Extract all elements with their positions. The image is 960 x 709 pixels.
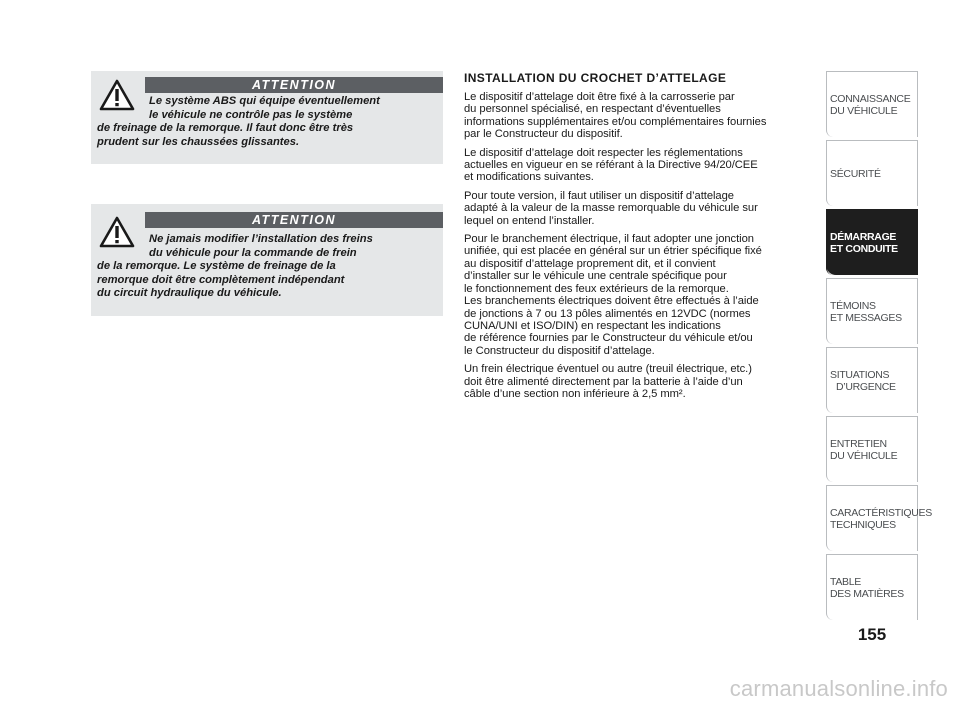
warning-text: Le système ABS qui équipe éventuellement le véhicule ne contrôle pas le système de freinage de la remorque. Il faut donc être très prudent sur les chaussées glissantes. (97, 95, 380, 148)
warning-header: ATTENTION (145, 77, 443, 93)
section-title: INSTALLATION DU CROCHET D’ATTELAGE (464, 71, 727, 85)
paragraph: Pour le branchement électrique, il faut adopter une jonction unifiée, qui est placée en général sur un étrier spécifique fixé au dispositif d’attelage proprement dit, et il convient d’installer sur le véhicule une centrale spécifique pour le fonctionnement des feux extérieurs de la remorque. Les branchements électriques doivent être effectués à l’aide de jonctions à 7 ou 13 pôles alimentés en 12VDC (normes CUNA/UNI et ISO/DIN) en respectant les indications de référence fournies par le Constructeur du véhicule et/ou le Constructeur du dispositif d’attelage. (464, 233, 762, 357)
tab-temoins[interactable]: TÉMOINS ET MESSAGES (826, 278, 918, 344)
chapter-tabs (826, 71, 932, 623)
tab-connaissance[interactable]: CONNAISSANCE DU VÉHICULE (826, 71, 918, 137)
tab-demarrage[interactable]: DÉMARRAGE ET CONDUITE (826, 209, 918, 275)
page-number: 155 (857, 625, 887, 644)
paragraph: Le dispositif d’attelage doit respecter les réglementations actuelles en vigueur en se référant à la Directive 94/20/CEE et modifications suivantes. (464, 146, 758, 184)
warning-box-brakes (91, 204, 443, 316)
paragraph: Le dispositif d’attelage doit être fixé à la carrosserie par du personnel spécialisé, en respectant d’éventuelles informations supplémentaires et/ou complémentaires fournies par le Constructeur du dispositif. (464, 91, 767, 141)
paragraph: Pour toute version, il faut utiliser un dispositif d’attelage adapté à la valeur de la masse remorquable du véhicule sur lequel on entend l’installer. (464, 189, 758, 227)
tab-table[interactable]: TABLE DES MATIÈRES (826, 554, 918, 620)
warning-header: ATTENTION (145, 212, 443, 228)
tab-entretien[interactable]: ENTRETIEN DU VÉHICULE (826, 416, 918, 482)
tab-securite[interactable]: SÉCURITÉ (826, 140, 918, 206)
warning-text: Ne jamais modifier l’installation des freins du véhicule pour la commande de frein de la remorque. Le système de freinage de la remorque doit être complètement indépendant du circuit hydraulique du véhicule. (97, 233, 373, 300)
watermark: carmanualsonline.info (729, 676, 948, 701)
tab-caracteristiques[interactable]: CARACTÉRISTIQUES TECHNIQUES (826, 485, 918, 551)
tab-situations[interactable]: SITUATIONS D’URGENCE (826, 347, 918, 413)
main-content (464, 71, 816, 406)
warning-box-abs (91, 71, 443, 164)
paragraph: Un frein électrique éventuel ou autre (treuil électrique, etc.) doit être alimenté directement par la batterie à l’aide d’un câble d’une section non inférieure à 2,5 mm². (464, 363, 752, 400)
